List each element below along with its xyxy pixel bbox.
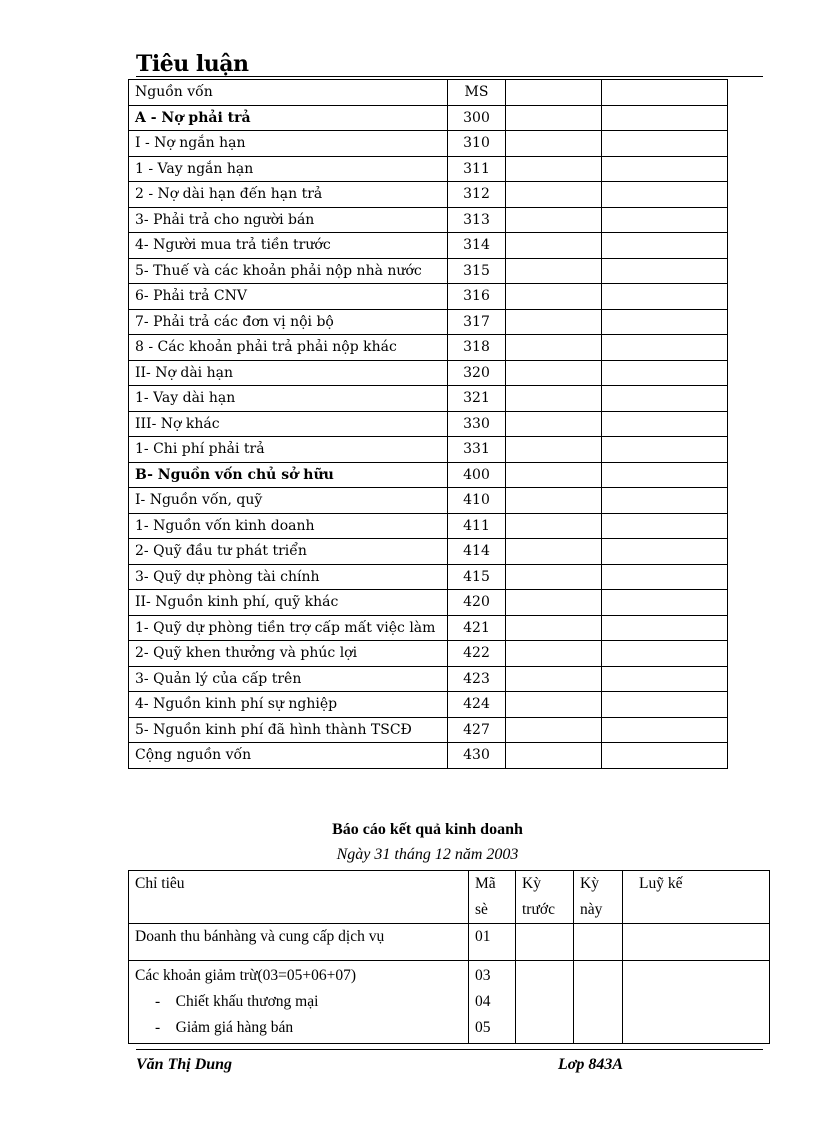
row-col-4 <box>602 666 728 692</box>
row-col-4 <box>602 743 728 769</box>
row-names <box>129 961 469 1044</box>
row-col-4 <box>602 207 728 233</box>
table-row <box>129 233 728 259</box>
row-code: 05 <box>475 1019 491 1036</box>
row-col-4 <box>602 131 728 157</box>
income-statement-table <box>128 870 770 1044</box>
table-row <box>129 437 728 463</box>
row-ms: 424 <box>448 692 506 718</box>
header-col-4 <box>602 80 728 106</box>
row-name: 1- Vay dài hạn <box>129 386 448 412</box>
row-col-4 <box>602 488 728 514</box>
row-name: Doanh thu bánhàng và cung cấp dịch vụ <box>129 924 469 961</box>
row-ms: 331 <box>448 437 506 463</box>
table-header-row <box>129 871 770 924</box>
report-date: Ngày 31 tháng 12 năm 2003 <box>336 846 519 863</box>
row-ms: 420 <box>448 590 506 616</box>
header-nguon-von: Nguồn vốn <box>129 80 448 106</box>
row-col-4 <box>602 717 728 743</box>
row-ms: 400 <box>448 462 506 488</box>
row-col-3 <box>506 590 602 616</box>
table-row <box>129 564 728 590</box>
row-name: 8 - Các khoản phải trả phải nộp khác <box>129 335 448 361</box>
row-col-3 <box>506 513 602 539</box>
table-row <box>129 386 728 412</box>
row-col-3 <box>506 335 602 361</box>
row-col-4 <box>602 233 728 259</box>
header-luy-ke <box>623 871 770 924</box>
row-name: I- Nguồn vốn, quỹ <box>129 488 448 514</box>
row-col-3 <box>506 564 602 590</box>
row-name: 5- Thuế và các khoản phải nộp nhà nước <box>129 258 448 284</box>
row-col-3 <box>506 207 602 233</box>
row-ms: 411 <box>448 513 506 539</box>
row-col-3 <box>506 743 602 769</box>
row-col-3 <box>506 386 602 412</box>
row-name: 4- Nguồn kinh phí sự nghiệp <box>129 692 448 718</box>
header-luy-ke-label: Luỹ kế <box>639 875 683 892</box>
page-title: Tiêu luận <box>136 51 249 77</box>
row-ms: 421 <box>448 615 506 641</box>
row-ky-nay <box>574 924 623 961</box>
table-row <box>129 641 728 667</box>
row-col-3 <box>506 156 602 182</box>
report-title: Báo cáo kết quả kinh doanh <box>332 821 523 838</box>
row-ms: 410 <box>448 488 506 514</box>
row-name: 2- Quỹ khen thưởng và phúc lợi <box>129 641 448 667</box>
row-ky-truoc <box>516 924 574 961</box>
table-row <box>129 539 728 565</box>
page-header <box>136 52 763 77</box>
row-col-4 <box>602 411 728 437</box>
table-row <box>129 284 728 310</box>
row-ms: 300 <box>448 105 506 131</box>
row-col-3 <box>506 717 602 743</box>
row-name: 5- Nguồn kinh phí đã hình thành TSCĐ <box>129 717 448 743</box>
row-name: 3- Quỹ dự phòng tài chính <box>129 564 448 590</box>
row-code: 04 <box>475 993 491 1010</box>
row-name: II- Nợ dài hạn <box>129 360 448 386</box>
header-chi-tieu: Chỉ tiêu <box>129 871 469 924</box>
table-row <box>129 488 728 514</box>
row-ms: 312 <box>448 182 506 208</box>
row-ms: 316 <box>448 284 506 310</box>
header-ky-nay <box>574 871 623 924</box>
row-name: II- Nguồn kinh phí, quỹ khác <box>129 590 448 616</box>
row-col-4 <box>602 335 728 361</box>
row-name: 3- Quản lý của cấp trên <box>129 666 448 692</box>
row-col-3 <box>506 182 602 208</box>
footer-class: Lơp 843A <box>558 1056 624 1073</box>
table-row <box>129 961 770 1044</box>
table-row <box>129 309 728 335</box>
row-col-3 <box>506 233 602 259</box>
table-row <box>129 717 728 743</box>
row-col-4 <box>602 692 728 718</box>
row-col-3 <box>506 105 602 131</box>
header-ky-truoc-line-1: Kỳ <box>522 875 541 892</box>
table-row <box>129 182 728 208</box>
table-row <box>129 360 728 386</box>
page-footer <box>136 1049 763 1076</box>
row-name: 1- Quỹ dự phòng tiền trợ cấp mất việc làm <box>129 615 448 641</box>
row-luy-ke <box>623 924 770 961</box>
row-col-3 <box>506 411 602 437</box>
row-ky-nay <box>574 961 623 1044</box>
row-ms: 315 <box>448 258 506 284</box>
table-row <box>129 131 728 157</box>
row-col-4 <box>602 284 728 310</box>
row-ky-truoc <box>516 961 574 1044</box>
row-ms: 318 <box>448 335 506 361</box>
table-row <box>129 411 728 437</box>
table-header-row <box>129 80 728 106</box>
row-col-3 <box>506 666 602 692</box>
row-col-4 <box>602 615 728 641</box>
table-row <box>129 207 728 233</box>
row-ms: 427 <box>448 717 506 743</box>
row-name: A - Nợ phải trả <box>129 105 448 131</box>
row-col-4 <box>602 437 728 463</box>
row-name: 1- Chi phí phải trả <box>129 437 448 463</box>
header-ky-nay-line-1: Kỳ <box>580 875 599 892</box>
table-row <box>129 590 728 616</box>
table-row <box>129 105 728 131</box>
row-col-4 <box>602 182 728 208</box>
row-luy-ke <box>623 961 770 1044</box>
table-row <box>129 743 728 769</box>
header-ma-so-line-1: Mã <box>475 875 496 892</box>
row-ms: 422 <box>448 641 506 667</box>
row-ms: 423 <box>448 666 506 692</box>
table-row <box>129 462 728 488</box>
header-ma-so <box>469 871 516 924</box>
table-row <box>129 924 770 961</box>
row-col-4 <box>602 462 728 488</box>
table-row <box>129 156 728 182</box>
row-name: - Giảm giá hàng bán <box>155 1019 294 1036</box>
row-col-3 <box>506 692 602 718</box>
row-name: 3- Phải trả cho người bán <box>129 207 448 233</box>
row-col-3 <box>506 462 602 488</box>
row-col-4 <box>602 564 728 590</box>
row-col-4 <box>602 105 728 131</box>
row-name: 4- Người mua trả tiền trước <box>129 233 448 259</box>
row-col-3 <box>506 437 602 463</box>
row-name: B- Nguồn vốn chủ sở hữu <box>129 462 448 488</box>
row-col-4 <box>602 309 728 335</box>
header-ky-nay-line-2: này <box>580 901 603 918</box>
row-name: I - Nợ ngắn hạn <box>129 131 448 157</box>
row-name: - Chiết khấu thương mại <box>155 993 319 1010</box>
row-name: 6- Phải trả CNV <box>129 284 448 310</box>
row-col-4 <box>602 156 728 182</box>
row-name: III- Nợ khác <box>129 411 448 437</box>
table-row <box>129 513 728 539</box>
row-col-4 <box>602 641 728 667</box>
row-name: Các khoản giảm trừ(03=05+06+07) <box>135 967 357 984</box>
row-name: 7- Phải trả các đơn vị nội bộ <box>129 309 448 335</box>
row-name: 2 - Nợ dài hạn đến hạn trả <box>129 182 448 208</box>
row-col-3 <box>506 488 602 514</box>
row-col-4 <box>602 590 728 616</box>
row-col-4 <box>602 258 728 284</box>
row-ms: 321 <box>448 386 506 412</box>
row-ms: 414 <box>448 539 506 565</box>
row-name: 1 - Vay ngắn hạn <box>129 156 448 182</box>
row-ms: 330 <box>448 411 506 437</box>
row-col-4 <box>602 539 728 565</box>
row-name: 2- Quỹ đầu tư phát triển <box>129 539 448 565</box>
row-ms: 320 <box>448 360 506 386</box>
row-col-3 <box>506 539 602 565</box>
row-ms: 314 <box>448 233 506 259</box>
row-ms: 415 <box>448 564 506 590</box>
row-col-3 <box>506 360 602 386</box>
header-ky-truoc-line-2: trước <box>522 901 555 918</box>
row-col-3 <box>506 258 602 284</box>
row-ms: 430 <box>448 743 506 769</box>
row-col-3 <box>506 615 602 641</box>
row-ms: 313 <box>448 207 506 233</box>
balance-sheet-table <box>128 79 728 769</box>
table-row <box>129 692 728 718</box>
table-row <box>129 335 728 361</box>
row-ms: 317 <box>448 309 506 335</box>
header-ms: MS <box>448 80 506 106</box>
header-ky-truoc <box>516 871 574 924</box>
row-col-3 <box>506 284 602 310</box>
footer-author: Văn Thị Dung <box>136 1056 233 1073</box>
row-name: 1- Nguồn vốn kinh doanh <box>129 513 448 539</box>
header-col-3 <box>506 80 602 106</box>
row-name: Cộng nguồn vốn <box>129 743 448 769</box>
header-ma-so-line-2: sè <box>475 901 488 918</box>
row-ms: 311 <box>448 156 506 182</box>
row-ms: 310 <box>448 131 506 157</box>
row-col-3 <box>506 131 602 157</box>
row-code: 01 <box>469 924 516 961</box>
row-col-3 <box>506 641 602 667</box>
row-col-4 <box>602 513 728 539</box>
table-row <box>129 615 728 641</box>
row-col-4 <box>602 360 728 386</box>
row-code: 03 <box>475 967 491 984</box>
row-codes <box>469 961 516 1044</box>
table-row <box>129 666 728 692</box>
table-row <box>129 258 728 284</box>
row-col-4 <box>602 386 728 412</box>
row-col-3 <box>506 309 602 335</box>
